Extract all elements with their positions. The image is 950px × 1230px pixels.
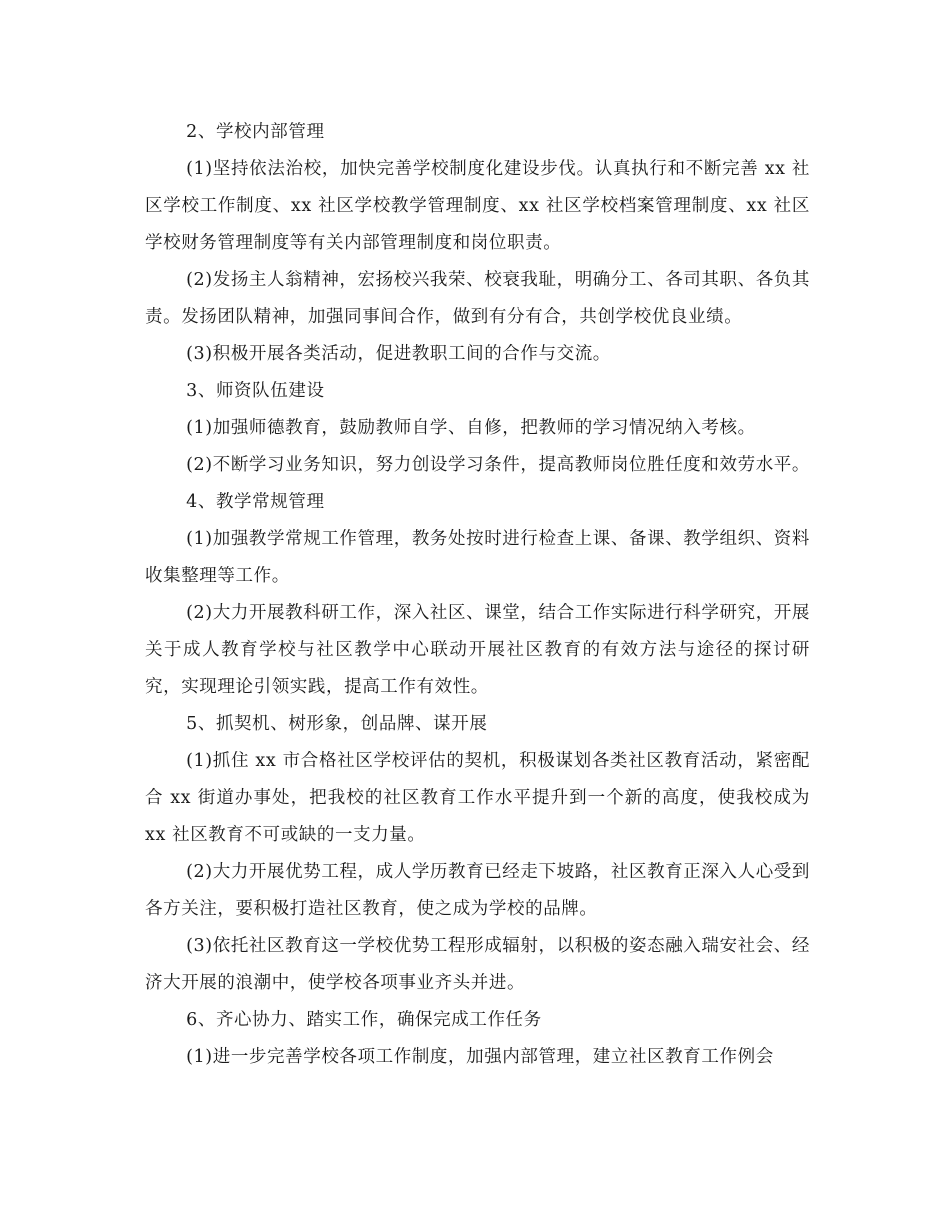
paragraph: (2)大力开展优势工程，成人学历教育已经走下坡路，社区教育正深入人心受到各方关注，要积极打造社区教育，使之成为学校的品牌。 bbox=[145, 862, 811, 919]
document-body bbox=[145, 114, 810, 1076]
section-heading-brand-development: 5、抓契机、树形象，创品牌、谋开展 bbox=[186, 714, 488, 734]
paragraph: (1)加强师德教育，鼓励教师自学、自修，把教师的学习情况纳入考核。 bbox=[186, 418, 756, 438]
section-heading-school-management: 2、学校内部管理 bbox=[186, 122, 325, 142]
paragraph: (2)大力开展教科研工作，深入社区、课堂，结合工作实际进行科学研究，开展关于成人教育学校与社区教学中心联动开展社区教育的有效方法与途径的探讨研究，实现理论引领实践，提高工作有效性。 bbox=[145, 603, 811, 697]
paragraph: (2)不断学习业务知识，努力创设学习条件，提高教师岗位胜任度和效劳水平。 bbox=[186, 455, 811, 475]
paragraph: (1)坚持依法治校，加快完善学校制度化建设步伐。认真执行和不断完善 xx 社区学校工作制度、xx 社区学校教学管理制度、xx 社区学校档案管理制度、xx 社区学校财务管理制度等有关内部管理制度和岗位职责。 bbox=[145, 159, 810, 253]
paragraph: (1)抓住 xx 市合格社区学校评估的契机，积极谋划各类社区教育活动，紧密配合 xx 街道办事处，把我校的社区教育工作水平提升到一个新的高度，使我校成为 xx 社区教育不可或缺的一支力量。 bbox=[145, 751, 810, 845]
section-heading-teaching-routine: 4、教学常规管理 bbox=[186, 492, 325, 512]
paragraph: (3)积极开展各类活动，促进教职工间的合作与交流。 bbox=[186, 344, 611, 364]
paragraph: (2)发扬主人翁精神，宏扬校兴我荣、校衰我耻，明确分工、各司其职、各负其责。发扬团队精神，加强同事间合作，做到有分有合，共创学校优良业绩。 bbox=[145, 270, 811, 327]
paragraph: (1)加强教学常规工作管理，教务处按时进行检查上课、备课、教学组织、资料收集整理等工作。 bbox=[145, 529, 811, 586]
section-heading-teamwork: 6、齐心协力、踏实工作，确保完成工作任务 bbox=[186, 1010, 542, 1030]
section-heading-teacher-team: 3、师资队伍建设 bbox=[186, 381, 325, 401]
paragraph: (1)进一步完善学校各项工作制度，加强内部管理，建立社区教育工作例会 bbox=[186, 1047, 774, 1067]
paragraph: (3)依托社区教育这一学校优势工程形成辐射，以积极的姿态融入瑞安社会、经济大开展的浪潮中，使学校各项事业齐头并进。 bbox=[145, 936, 811, 993]
